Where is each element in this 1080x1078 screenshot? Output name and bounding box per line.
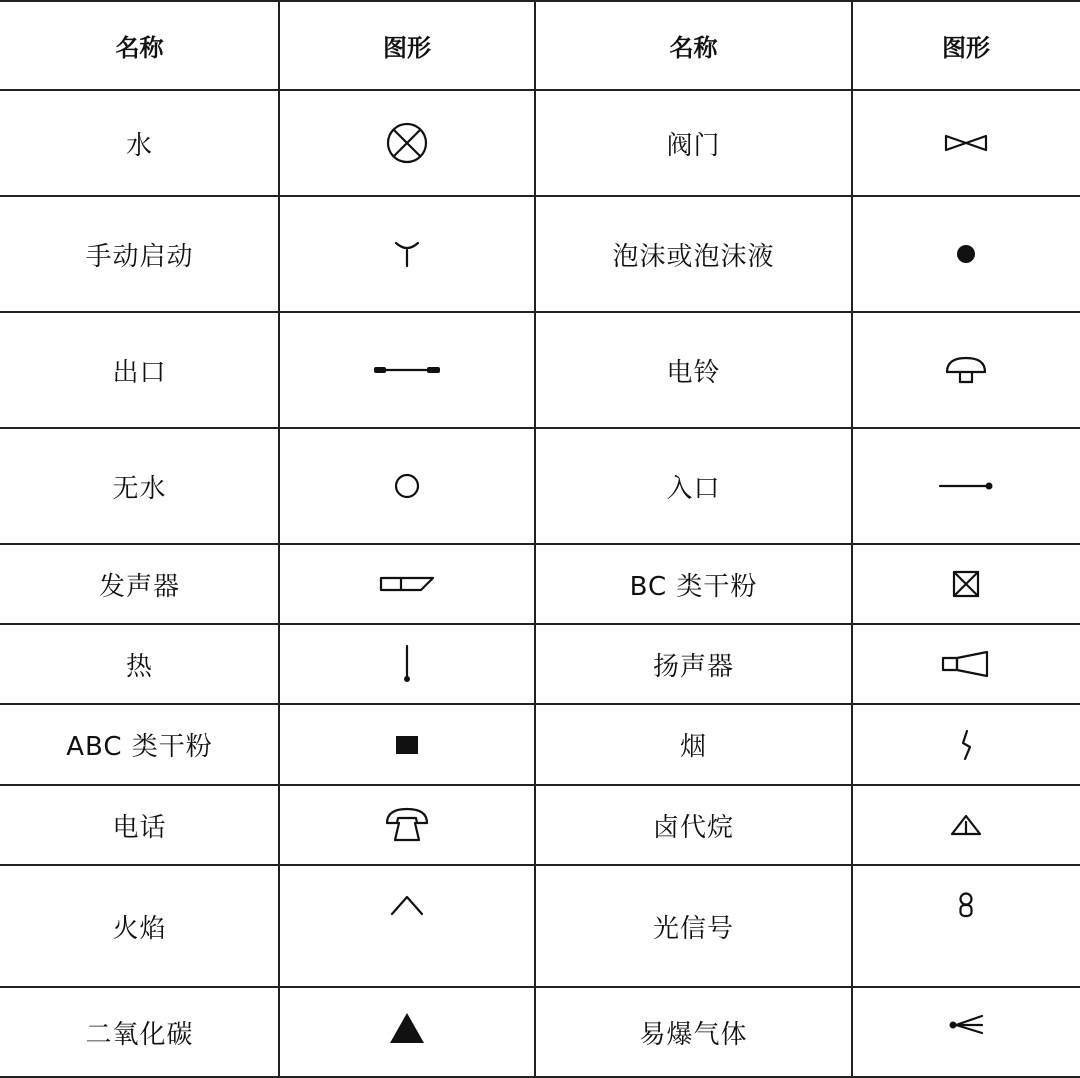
speaker-icon	[852, 624, 1080, 704]
y-fork-icon	[279, 196, 535, 312]
inlet-line-icon	[852, 428, 1080, 544]
filled-square-icon	[279, 704, 535, 785]
name-water: 水	[125, 130, 153, 161]
name-bc-dry-powder: BC 类干粉	[629, 571, 758, 602]
light-signal-icon	[852, 865, 1080, 945]
name-telephone: 电话	[112, 812, 167, 843]
name-no-water: 无水	[112, 473, 167, 504]
flame-chevron-icon	[279, 865, 535, 945]
name-outlet: 出口	[112, 357, 167, 388]
name-smoke: 烟	[679, 732, 707, 762]
smoke-squiggle-icon	[852, 704, 1080, 785]
heat-stem-icon	[279, 624, 535, 704]
telephone-icon	[279, 785, 535, 865]
name-carbon-dioxide: 二氧化碳	[85, 1020, 194, 1050]
filled-triangle-icon	[279, 987, 535, 1069]
header-name-left: 名称	[115, 33, 164, 62]
name-foam: 泡沫或泡沫液	[612, 241, 775, 272]
halon-triangle-icon	[852, 785, 1080, 865]
bell-icon	[852, 312, 1080, 428]
filled-dot-icon	[852, 196, 1080, 312]
boxed-x-icon	[852, 544, 1080, 624]
name-valve: 阀门	[666, 130, 721, 161]
name-abc-dry-powder: ABC 类干粉	[66, 732, 213, 762]
outlet-line-icon	[279, 312, 535, 428]
header-symbol-left: 图形	[383, 33, 431, 62]
sounder-icon	[279, 544, 535, 624]
header-name-right: 名称	[669, 33, 718, 62]
name-explosive-gas: 易爆气体	[639, 1020, 748, 1050]
circle-x-icon	[279, 90, 535, 196]
name-manual-start: 手动启动	[85, 241, 194, 272]
name-flame: 火焰	[112, 913, 167, 944]
explosive-gas-icon	[852, 987, 1080, 1063]
name-halon: 卤代烷	[652, 812, 734, 843]
header-symbol-right: 图形	[942, 33, 990, 62]
name-inlet: 入口	[666, 473, 721, 504]
open-circle-icon	[279, 428, 535, 544]
bowtie-valve-icon	[852, 90, 1080, 196]
name-heat: 热	[125, 651, 153, 682]
name-light-signal: 光信号	[652, 913, 734, 944]
name-speaker: 扬声器	[652, 651, 734, 682]
name-bell: 电铃	[666, 357, 721, 388]
name-sounder: 发声器	[98, 571, 180, 602]
